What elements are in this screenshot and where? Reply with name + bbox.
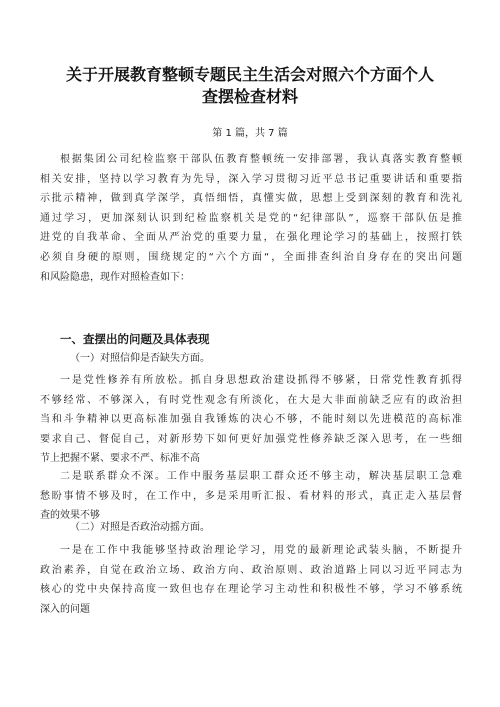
body-paragraph: [40, 541, 462, 619]
intro-line: 和风险隐患，现作对照检查如下：: [40, 271, 190, 283]
intro-paragraph: [40, 150, 462, 287]
body-line: 一是党性修养有所放松。抓自身思想政治建设抓得不够紧，日常党性教育抓得: [60, 375, 462, 386]
document-title-line-1: 关于开展教育整顿专题民主生活会对照六个方面个人: [65, 65, 434, 84]
intro-line: 相关安排，坚持以学习教育为先导，深入学习贯彻习近平总书记重要讲话和重要指: [40, 173, 462, 185]
document-title-line-2: 查摆检查材料: [201, 87, 298, 106]
body-line: 节上把握不紧、要求不严、标准不高: [40, 453, 200, 465]
body-line: 深入的问题: [40, 603, 90, 615]
page-indicator: 第 1 篇，共 7 篇: [212, 128, 288, 139]
body-line: 愁盼事情不够及时，在工作中，多是采用听汇报、看材料的形式，真正走入基层督: [40, 490, 462, 502]
subsection-heading: （二）对照是否政治动摇方面。: [70, 522, 210, 533]
intro-line: 通过学习，更加深刻认识到纪检监察机关是党的“纪律部队”，巡察干部队伍是推: [40, 212, 462, 224]
body-line: 二是联系群众不深。工作中服务基层职工群众还不够主动，解决基层职工急难: [60, 471, 462, 482]
body-paragraph: [40, 371, 462, 469]
intro-line: 必须自身硬的原则，围绕规定的“六个方面“，全面排查纠治自身存在的突出问题: [40, 251, 462, 263]
intro-line: 根据集团公司纪检监察干部队伍教育整顿统一安排部署，我认真落实教育整顿: [60, 154, 462, 165]
body-line: 查的效果不够: [40, 510, 100, 522]
body-line: 要求自己、督促自己，对新形势下如何更好加强党性修养缺乏深入思考，在一些细: [40, 433, 462, 445]
body-line: 不够经常、不够深入，有时党性观念有所淡化，在大是大非面前缺乏应有的政治担: [40, 394, 462, 406]
intro-line: 进党的自我革命、全面从严治党的重要力量，在强化理论学习的基础上，按照打铁: [40, 232, 462, 244]
intro-line: 示批示精神，做到真学深学，真悟细悟，真懂实做，思想上受到深刻的教育和洗礼: [40, 193, 462, 205]
body-paragraph: [40, 467, 462, 526]
body-line: 核心的党中央保持高度一致但也存在理论学习主动性和积极性不够，学习不够系统: [40, 584, 462, 596]
subsection-heading: （一）对照信仰是否缺失方面。: [70, 353, 210, 364]
body-line: 当和斗争精神以更高标准加强自我锤炼的决心不够，不能时刻以先进模范的高标准: [40, 414, 462, 426]
section-heading: 一、查摆出的问题及具体表现: [60, 332, 210, 346]
body-line: 政治素养，自觉在政治立场、政治方向、政治原则、政治道路上同以习近平同志为: [40, 564, 462, 576]
body-line: 一是在工作中我能够坚持政治理论学习，用党的最新理论武装头脑，不断提升: [60, 545, 462, 556]
